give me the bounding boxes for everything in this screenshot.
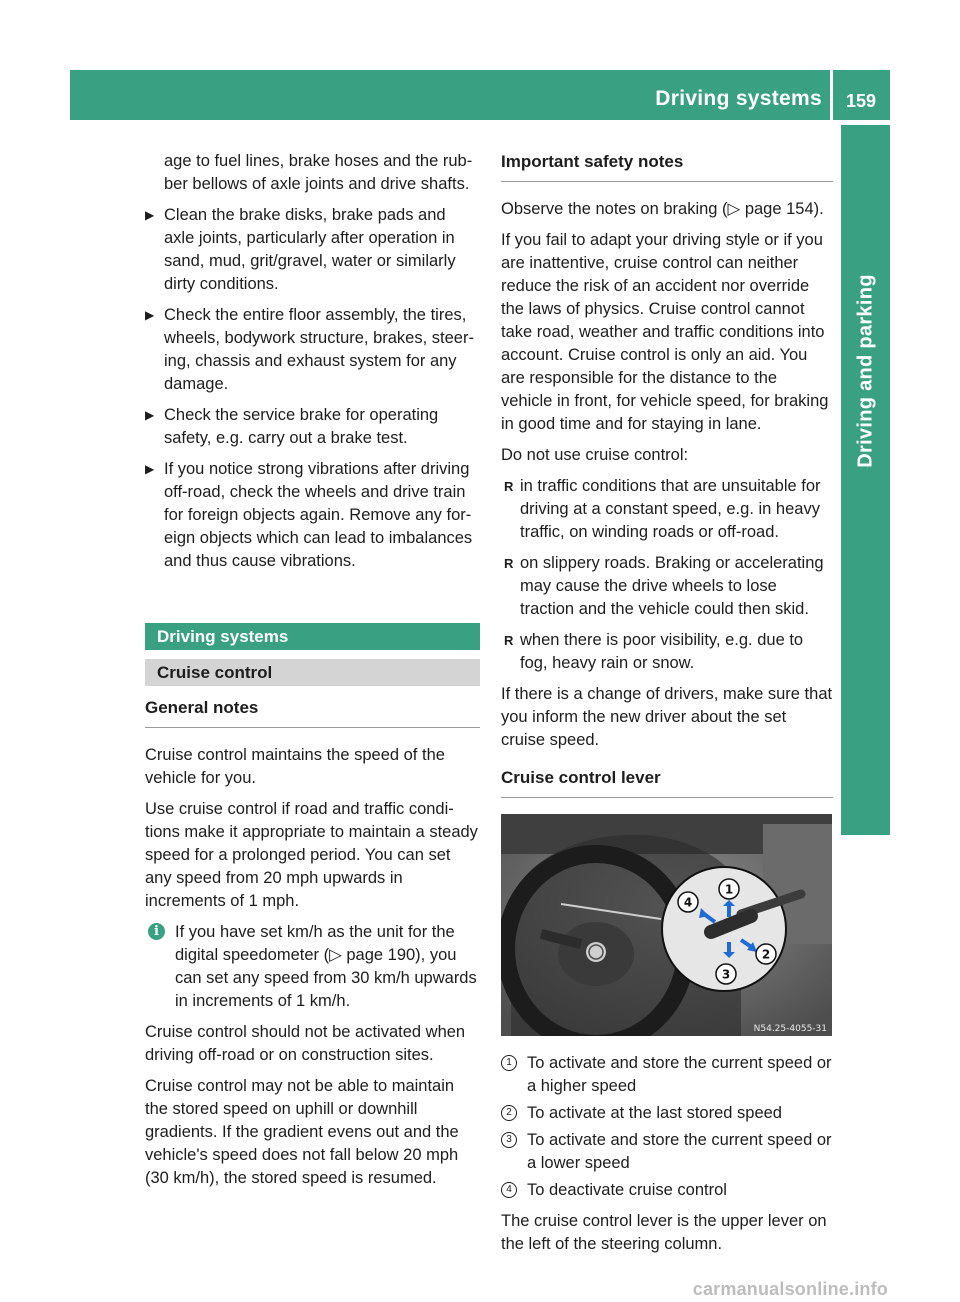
legend-number: 2: [501, 1105, 517, 1121]
left-column: [145, 150, 480, 1198]
legend-number: 3: [501, 1132, 517, 1148]
legend-item: [501, 1129, 833, 1175]
site-watermark: carmanualsonline.info: [692, 1279, 888, 1299]
callout-4: 4: [683, 895, 693, 910]
bullet-item: [501, 629, 833, 675]
bullet-text: when there is poor visibility, e.g. due to fog, heavy rain or snow.: [520, 631, 804, 672]
paragraph: Do not use cruise control:: [501, 446, 689, 464]
cruise-lever-heading: Cruise control lever: [501, 766, 833, 798]
info-note: [145, 921, 480, 1013]
step-item: [145, 204, 480, 296]
paragraph: Use cruise control if road and traffic condi-tions make it appropriate to maintain a steady speed for a prolonged period. You can set any speed from 20 mph upwards in increments of 1 mph.: [145, 800, 478, 910]
right-column: [501, 150, 833, 1264]
step-text: Check the service brake for operating safety, e.g. carry out a brake test.: [164, 406, 439, 447]
legend-text: To activate at the last stored speed: [527, 1104, 782, 1122]
paragraph: The cruise control lever is the upper lever on the left of the steering column.: [501, 1212, 827, 1253]
info-text: If you have set km/h as the unit for the digital speedometer (▷ page 190), you can set any speed from 30 km/h upwards in increments of 1 km/h.: [175, 923, 477, 1010]
triangle-right-icon: ▶: [145, 408, 155, 422]
bullet-item: [501, 552, 833, 621]
side-tab: [841, 125, 890, 835]
legend-text: To activate and store the current speed or a lower speed: [527, 1131, 832, 1172]
figure-code: N54.25-4055-31: [753, 1024, 827, 1034]
header-separator: [830, 70, 833, 120]
intro-continuation: age to fuel lines, brake hoses and the rub-ber bellows of axle joints and drive shafts.: [164, 152, 473, 193]
callout-1: 1: [724, 882, 734, 897]
page-number: 159: [845, 91, 876, 111]
step-item: [145, 304, 480, 396]
callout-2: 2: [761, 947, 771, 962]
safety-notes-heading: Important safety notes: [501, 150, 833, 182]
bullet-text: in traffic conditions that are unsuitable for driving at a constant speed, e.g. in heavy traffic, on winding roads or off-road.: [520, 477, 821, 541]
legend-item: [501, 1052, 833, 1098]
triangle-right-icon: ▶: [145, 462, 155, 476]
legend-text: To deactivate cruise control: [527, 1181, 727, 1199]
general-notes-heading: General notes: [145, 696, 480, 728]
step-item: [145, 458, 480, 573]
cruise-control-lever-figure: [501, 814, 832, 1036]
section-bar: Driving systems: [145, 623, 480, 650]
paragraph: Cruise control may not be able to maintain the stored speed on uphill or downhill gradients. If the gradient evens out and the vehicle's speed does not fall below 20 mph (30 km/h), the stored speed is resumed.: [145, 1077, 459, 1187]
paragraph: If you fail to adapt your driving style or if you are inattentive, cruise control can neither reduce the risk of an accident nor override the laws of physics. Cruise control cannot take road, weather and traffic conditions into account. Cruise control is only an aid. You are responsible for the distance to the vehicle in front, for vehicle speed, for braking in good time and for staying in lane.: [501, 231, 829, 433]
legend-item: [501, 1179, 833, 1202]
side-tab-label: Driving and parking: [854, 274, 876, 468]
steering-wheel-illustration: [501, 814, 832, 1036]
bullet-item: [501, 475, 833, 544]
paragraph: Cruise control should not be activated when driving off-road or on construction sites.: [145, 1023, 466, 1064]
paragraph: Cruise control maintains the speed of the vehicle for you.: [145, 746, 445, 787]
callout-3: 3: [721, 967, 731, 982]
header-title: Driving systems: [655, 87, 822, 110]
step-text: Check the entire floor assembly, the tires, wheels, bodywork structure, brakes, steer-ing, chassis and exhaust system for any damage.: [164, 306, 474, 393]
step-item: [145, 404, 480, 450]
triangle-right-icon: ▶: [145, 208, 155, 222]
r-bullet-icon: R: [504, 633, 514, 648]
step-text: Clean the brake disks, brake pads and axle joints, particularly after operation in sand, mud, grit/gravel, water or similarly dirty conditions.: [164, 206, 456, 293]
subsection-bar: Cruise control: [145, 659, 480, 686]
triangle-right-icon: ▶: [145, 308, 155, 322]
page-header: [70, 70, 890, 120]
step-text: If you notice strong vibrations after driving off-road, check the wheels and drive train for foreign objects again. Remove any for-eign objects which can lead to imbalances and thus cause vibrations.: [164, 460, 473, 570]
r-bullet-icon: R: [504, 556, 514, 571]
r-bullet-icon: R: [504, 479, 514, 494]
legend-text: To activate and store the current speed or a higher speed: [527, 1054, 832, 1095]
paragraph: Observe the notes on braking (▷ page 154).: [501, 200, 824, 218]
paragraph: If there is a change of drivers, make sure that you inform the new driver about the set cruise speed.: [501, 685, 833, 749]
bullet-text: on slippery roads. Braking or accelerating may cause the drive wheels to lose traction and the vehicle could then skid.: [520, 554, 824, 618]
legend-number: 4: [501, 1182, 517, 1198]
legend-number: 1: [501, 1055, 517, 1071]
legend-item: [501, 1102, 833, 1125]
info-icon: i: [148, 923, 165, 940]
